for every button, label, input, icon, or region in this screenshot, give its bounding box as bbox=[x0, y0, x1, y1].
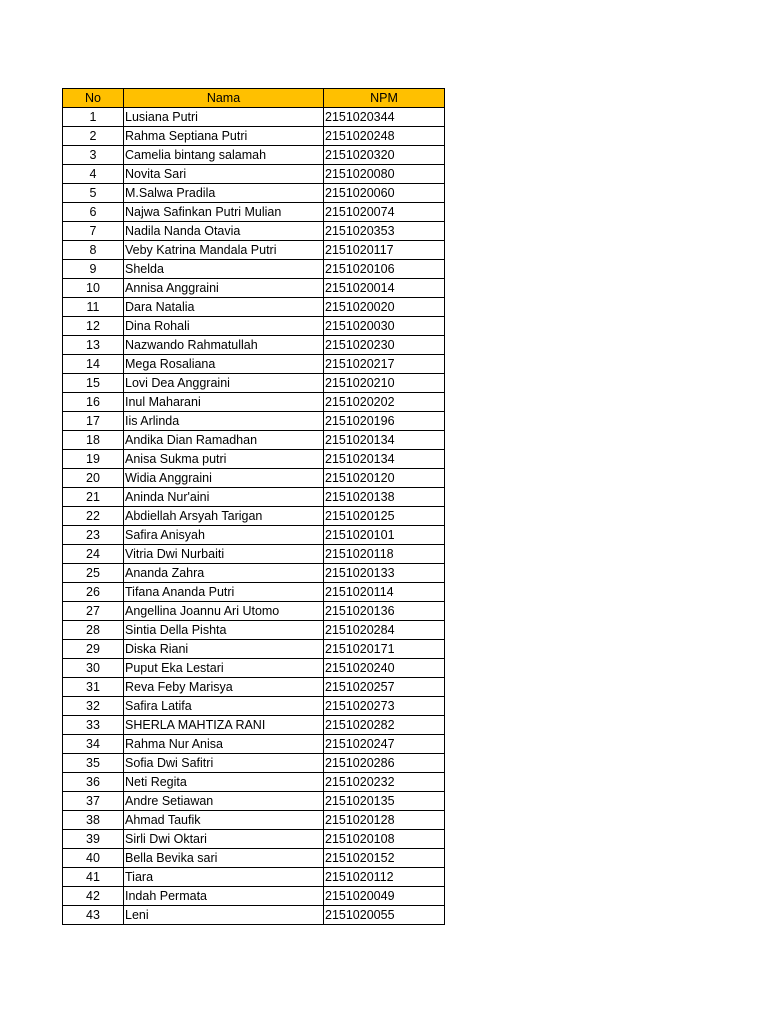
student-name: Lovi Dea Anggraini bbox=[124, 374, 324, 393]
table-row bbox=[63, 165, 445, 184]
table-row bbox=[63, 222, 445, 241]
row-number: 41 bbox=[63, 868, 124, 887]
student-name: SHERLA MAHTIZA RANI bbox=[124, 716, 324, 735]
student-npm: 2151020344 bbox=[324, 108, 445, 127]
student-name: Sirli Dwi Oktari bbox=[124, 830, 324, 849]
student-table bbox=[62, 88, 445, 925]
table-row bbox=[63, 469, 445, 488]
table-row bbox=[63, 317, 445, 336]
student-name: Sofia Dwi Safitri bbox=[124, 754, 324, 773]
student-npm: 2151020247 bbox=[324, 735, 445, 754]
student-name: Ahmad Taufik bbox=[124, 811, 324, 830]
student-name: Tifana Ananda Putri bbox=[124, 583, 324, 602]
student-npm: 2151020152 bbox=[324, 849, 445, 868]
table-row bbox=[63, 849, 445, 868]
row-number: 20 bbox=[63, 469, 124, 488]
table-row bbox=[63, 412, 445, 431]
header-no: No bbox=[63, 89, 124, 108]
student-npm: 2151020049 bbox=[324, 887, 445, 906]
student-name: Tiara bbox=[124, 868, 324, 887]
row-number: 30 bbox=[63, 659, 124, 678]
table-row bbox=[63, 450, 445, 469]
table-row bbox=[63, 602, 445, 621]
student-npm: 2151020117 bbox=[324, 241, 445, 260]
student-name: Neti Regita bbox=[124, 773, 324, 792]
table-row bbox=[63, 583, 445, 602]
header-row bbox=[63, 89, 445, 108]
row-number: 42 bbox=[63, 887, 124, 906]
student-name: Rahma Nur Anisa bbox=[124, 735, 324, 754]
row-number: 11 bbox=[63, 298, 124, 317]
student-name: Anisa Sukma putri bbox=[124, 450, 324, 469]
table-row bbox=[63, 735, 445, 754]
row-number: 22 bbox=[63, 507, 124, 526]
student-npm: 2151020114 bbox=[324, 583, 445, 602]
row-number: 19 bbox=[63, 450, 124, 469]
student-name: Shelda bbox=[124, 260, 324, 279]
row-number: 9 bbox=[63, 260, 124, 279]
student-npm: 2151020106 bbox=[324, 260, 445, 279]
student-name: Iis Arlinda bbox=[124, 412, 324, 431]
student-npm: 2151020055 bbox=[324, 906, 445, 925]
table-row bbox=[63, 488, 445, 507]
row-number: 17 bbox=[63, 412, 124, 431]
student-name: Sintia Della Pishta bbox=[124, 621, 324, 640]
student-npm: 2151020108 bbox=[324, 830, 445, 849]
student-npm: 2151020230 bbox=[324, 336, 445, 355]
student-npm: 2151020133 bbox=[324, 564, 445, 583]
table-row bbox=[63, 507, 445, 526]
student-name: Safira Anisyah bbox=[124, 526, 324, 545]
table-row bbox=[63, 279, 445, 298]
student-name: Safira Latifa bbox=[124, 697, 324, 716]
table-row bbox=[63, 355, 445, 374]
student-name: Rahma Septiana Putri bbox=[124, 127, 324, 146]
student-npm: 2151020210 bbox=[324, 374, 445, 393]
row-number: 4 bbox=[63, 165, 124, 184]
student-name: Angellina Joannu Ari Utomo bbox=[124, 602, 324, 621]
student-npm: 2151020118 bbox=[324, 545, 445, 564]
row-number: 10 bbox=[63, 279, 124, 298]
student-npm: 2151020020 bbox=[324, 298, 445, 317]
student-name: Aninda Nur'aini bbox=[124, 488, 324, 507]
student-name: Mega Rosaliana bbox=[124, 355, 324, 374]
row-number: 25 bbox=[63, 564, 124, 583]
row-number: 38 bbox=[63, 811, 124, 830]
header-npm: NPM bbox=[324, 89, 445, 108]
student-npm: 2151020240 bbox=[324, 659, 445, 678]
table-row bbox=[63, 374, 445, 393]
row-number: 34 bbox=[63, 735, 124, 754]
row-number: 14 bbox=[63, 355, 124, 374]
student-name: Ananda Zahra bbox=[124, 564, 324, 583]
student-npm: 2151020171 bbox=[324, 640, 445, 659]
student-name: Reva Feby Marisya bbox=[124, 678, 324, 697]
table-row bbox=[63, 621, 445, 640]
student-name: M.Salwa Pradila bbox=[124, 184, 324, 203]
table-row bbox=[63, 431, 445, 450]
student-npm: 2151020074 bbox=[324, 203, 445, 222]
row-number: 33 bbox=[63, 716, 124, 735]
table-row bbox=[63, 298, 445, 317]
student-npm: 2151020138 bbox=[324, 488, 445, 507]
student-name: Veby Katrina Mandala Putri bbox=[124, 241, 324, 260]
student-name: Inul Maharani bbox=[124, 393, 324, 412]
student-npm: 2151020353 bbox=[324, 222, 445, 241]
table-row bbox=[63, 526, 445, 545]
table-row bbox=[63, 659, 445, 678]
table-row bbox=[63, 336, 445, 355]
student-npm: 2151020248 bbox=[324, 127, 445, 146]
row-number: 13 bbox=[63, 336, 124, 355]
student-name: Indah Permata bbox=[124, 887, 324, 906]
row-number: 15 bbox=[63, 374, 124, 393]
student-npm: 2151020257 bbox=[324, 678, 445, 697]
table-row bbox=[63, 203, 445, 222]
row-number: 27 bbox=[63, 602, 124, 621]
student-npm: 2151020286 bbox=[324, 754, 445, 773]
table-row bbox=[63, 754, 445, 773]
row-number: 1 bbox=[63, 108, 124, 127]
student-name: Dara Natalia bbox=[124, 298, 324, 317]
student-name: Andika Dian Ramadhan bbox=[124, 431, 324, 450]
student-name: Camelia bintang salamah bbox=[124, 146, 324, 165]
student-npm: 2151020273 bbox=[324, 697, 445, 716]
student-npm: 2151020135 bbox=[324, 792, 445, 811]
table-row bbox=[63, 393, 445, 412]
student-name: Andre Setiawan bbox=[124, 792, 324, 811]
row-number: 28 bbox=[63, 621, 124, 640]
row-number: 3 bbox=[63, 146, 124, 165]
student-npm: 2151020136 bbox=[324, 602, 445, 621]
student-npm: 2151020284 bbox=[324, 621, 445, 640]
table-row bbox=[63, 241, 445, 260]
table-row bbox=[63, 830, 445, 849]
table-row bbox=[63, 887, 445, 906]
table-row bbox=[63, 545, 445, 564]
row-number: 7 bbox=[63, 222, 124, 241]
table-row bbox=[63, 868, 445, 887]
student-npm: 2151020217 bbox=[324, 355, 445, 374]
table-row bbox=[63, 640, 445, 659]
student-name: Bella Bevika sari bbox=[124, 849, 324, 868]
table-row bbox=[63, 260, 445, 279]
row-number: 29 bbox=[63, 640, 124, 659]
table-row bbox=[63, 108, 445, 127]
row-number: 31 bbox=[63, 678, 124, 697]
row-number: 26 bbox=[63, 583, 124, 602]
table-row bbox=[63, 773, 445, 792]
row-number: 8 bbox=[63, 241, 124, 260]
student-name: Nazwando Rahmatullah bbox=[124, 336, 324, 355]
student-name: Abdiellah Arsyah Tarigan bbox=[124, 507, 324, 526]
student-name: Diska Riani bbox=[124, 640, 324, 659]
student-npm: 2151020282 bbox=[324, 716, 445, 735]
student-name: Annisa Anggraini bbox=[124, 279, 324, 298]
table-row bbox=[63, 811, 445, 830]
table-row bbox=[63, 716, 445, 735]
row-number: 43 bbox=[63, 906, 124, 925]
row-number: 6 bbox=[63, 203, 124, 222]
row-number: 37 bbox=[63, 792, 124, 811]
table-row bbox=[63, 906, 445, 925]
student-npm: 2151020196 bbox=[324, 412, 445, 431]
student-npm: 2151020060 bbox=[324, 184, 445, 203]
student-npm: 2151020134 bbox=[324, 450, 445, 469]
table-row bbox=[63, 697, 445, 716]
student-npm: 2151020134 bbox=[324, 431, 445, 450]
row-number: 36 bbox=[63, 773, 124, 792]
row-number: 24 bbox=[63, 545, 124, 564]
row-number: 5 bbox=[63, 184, 124, 203]
student-name: Novita Sari bbox=[124, 165, 324, 184]
row-number: 21 bbox=[63, 488, 124, 507]
row-number: 32 bbox=[63, 697, 124, 716]
student-npm: 2151020320 bbox=[324, 146, 445, 165]
row-number: 12 bbox=[63, 317, 124, 336]
student-name: Vitria Dwi Nurbaiti bbox=[124, 545, 324, 564]
table-row bbox=[63, 184, 445, 203]
header-nama: Nama bbox=[124, 89, 324, 108]
student-name: Najwa Safinkan Putri Mulian bbox=[124, 203, 324, 222]
student-npm: 2151020125 bbox=[324, 507, 445, 526]
table-row bbox=[63, 127, 445, 146]
row-number: 2 bbox=[63, 127, 124, 146]
student-npm: 2151020014 bbox=[324, 279, 445, 298]
row-number: 16 bbox=[63, 393, 124, 412]
student-name: Puput Eka Lestari bbox=[124, 659, 324, 678]
table-row bbox=[63, 792, 445, 811]
table-row bbox=[63, 564, 445, 583]
row-number: 35 bbox=[63, 754, 124, 773]
student-npm: 2151020120 bbox=[324, 469, 445, 488]
row-number: 39 bbox=[63, 830, 124, 849]
row-number: 23 bbox=[63, 526, 124, 545]
table-row bbox=[63, 678, 445, 697]
table-row bbox=[63, 146, 445, 165]
student-npm: 2151020128 bbox=[324, 811, 445, 830]
table-body bbox=[63, 108, 445, 925]
student-npm: 2151020232 bbox=[324, 773, 445, 792]
row-number: 40 bbox=[63, 849, 124, 868]
student-name: Nadila Nanda Otavia bbox=[124, 222, 324, 241]
student-npm: 2151020030 bbox=[324, 317, 445, 336]
student-name: Leni bbox=[124, 906, 324, 925]
student-name: Widia Anggraini bbox=[124, 469, 324, 488]
student-npm: 2151020080 bbox=[324, 165, 445, 184]
student-npm: 2151020112 bbox=[324, 868, 445, 887]
row-number: 18 bbox=[63, 431, 124, 450]
student-npm: 2151020202 bbox=[324, 393, 445, 412]
student-npm: 2151020101 bbox=[324, 526, 445, 545]
student-name: Dina Rohali bbox=[124, 317, 324, 336]
student-name: Lusiana Putri bbox=[124, 108, 324, 127]
